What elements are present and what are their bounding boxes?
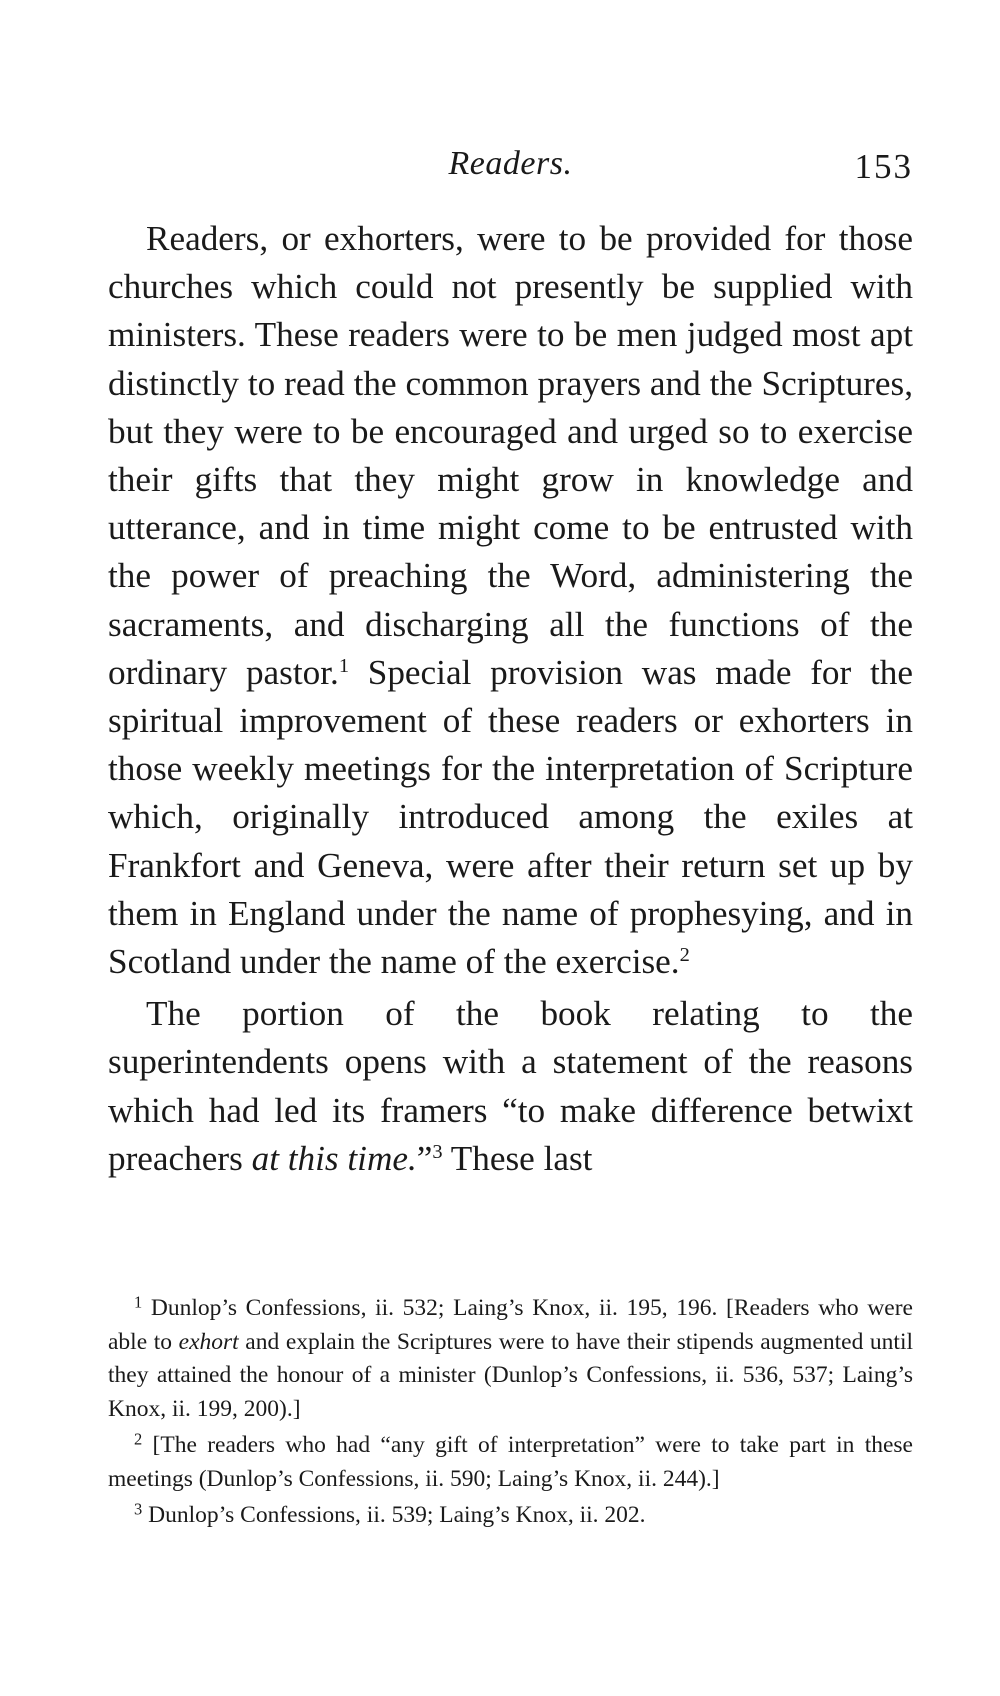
paragraph-superintendents	[108, 990, 913, 1183]
footnote-italic: exhort	[178, 1328, 239, 1355]
footnote-text: Dunlop’s Confessions, ii. 539; Laing’s Knox, ii. 202.	[142, 1502, 646, 1528]
footnote-marker: 1	[134, 1292, 143, 1312]
footnote-reference-1: 1	[338, 654, 350, 677]
footnote-reference-2: 2	[679, 943, 690, 966]
footnote-text: [The readers who had “any gift of interpretation” were to take part in these meetings (Dunlop’s Confessions, ii. 590; Laing’s Knox, ii. 244).]	[108, 1432, 913, 1492]
footnote-3	[108, 1499, 913, 1533]
paragraph-text: These last	[442, 1138, 593, 1178]
paragraph-text: Special provision was made for the spiritual improvement of these readers or exhorters in those weekly meetings for the interpretation of Scripture which, originally introduced among the exiles at Frankfort and Geneva, were after their return set up by them in England under the name of prophesying, and in Scotland under the name of the exercise.	[108, 652, 913, 982]
italic-phrase: at this time.	[251, 1138, 417, 1178]
footnote-1	[108, 1292, 913, 1426]
footnote-marker: 3	[134, 1499, 143, 1519]
paragraph-readers	[108, 215, 913, 986]
page-header	[108, 145, 913, 195]
page-number: 153	[854, 147, 913, 186]
footnotes	[108, 1292, 913, 1533]
main-text	[108, 215, 913, 1183]
footnote-text: Dunlop’s Confessions, ii. 532; Laing’s Knox, ii. 195, 196. [Readers who were able to	[108, 1295, 913, 1355]
footnote-2	[108, 1429, 913, 1496]
closing-quote: ”	[416, 1138, 433, 1178]
paragraph-text: Readers, or exhorters, were to be provided for those churches which could not presently be supplied with ministers. These readers were to be men judged most apt distinctly to read the common prayers and the Scriptures, but they were to be encouraged and urged so to exercise their gifts that they might grow in knowledge and utterance, and in time might come to be entrusted with the power of preaching the Word, administering the sacraments, and discharging all the functions of the ordinary pastor.	[108, 219, 913, 692]
paragraph-text: The portion of the book relating to the superintendents opens with a statement of the reasons which had led its framers “to make difference betwixt preachers	[108, 994, 913, 1178]
footnote-text: and explain the Scriptures were to have their stipends augmented until they attained the honour of a minister (Dunlop’s Confessions, ii. 536, 537; Laing’s Knox, ii. 199, 200).]	[108, 1328, 914, 1422]
footnote-marker: 2	[134, 1429, 143, 1449]
running-title: Readers.	[448, 145, 573, 182]
footnote-reference-3: 3	[432, 1140, 443, 1163]
